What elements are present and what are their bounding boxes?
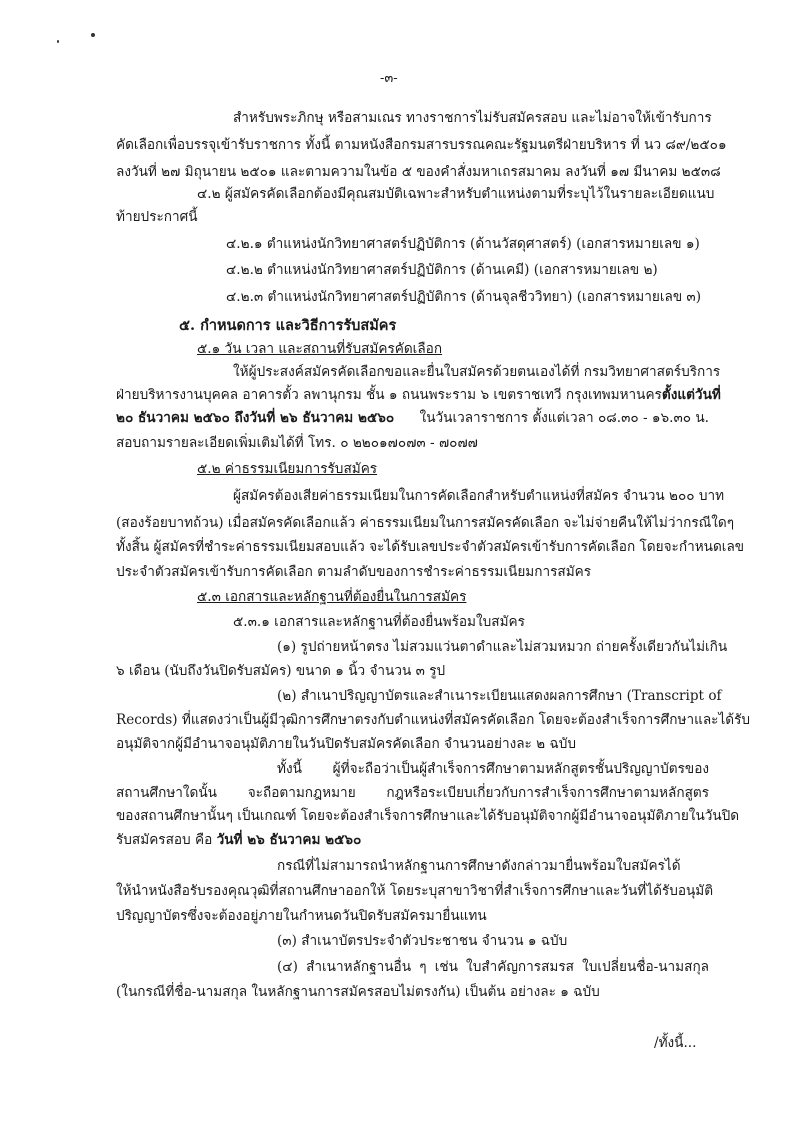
continuation-marker: /ทั้งนี้...: [654, 1035, 697, 1051]
paragraph-line: (สองร้อยบาทถ้วน) เมื่อสมัครคัดเลือกแล้ว ค่าธรรมเนียมในการสมัครคัดเลือก จะไม่จ่ายคืนให้ไม่ว่ากรณีใดๆ: [116, 515, 734, 531]
list-item: ๔.๒.๓ ตำแหน่งนักวิทยาศาสตร์ปฏิบัติการ (ด้านจุลชีววิทยา) (เอกสารหมายเลข ๓): [226, 289, 702, 305]
paragraph-line: สถานศึกษาใดนั้น จะถือตามกฎหมาย กฎหรือระเบียบเกี่ยวกับการสำเร็จการศึกษาตามหลักสูตร: [116, 785, 709, 801]
deadline-label: รับสมัครสอบ คือ: [116, 832, 213, 848]
paragraph-line: (๔) สำเนาหลักฐานอื่น ๆ เช่น ใบสำคัญการสมรส ใบเปลี่ยนชื่อ-นามสกุล: [277, 959, 709, 975]
paragraph-line: Records) ที่แสดงว่าเป็นผู้มีวุฒิการศึกษาตรงกับตำแหน่งที่สมัครคัดเลือก โดยจะต้องสำเร็จการศึกษาและได้รับ: [116, 712, 751, 728]
paragraph-line: สอบถามรายละเอียดเพิ่มเติมได้ที่ โทร. ๐ ๒๒๐๑๗๐๗๓ - ๗๐๗๗: [116, 435, 478, 451]
paragraph-line: ลงวันที่ ๒๗ มิถุนายน ๒๕๐๑ และตามความในข้อ ๕ ของคำสั่งมหาเถรสมาคม ลงวันที่ ๑๗ มีนาคม ๒๕๓๘: [116, 164, 721, 180]
paragraph-line: [116, 408, 709, 428]
subsection-heading: ๕.๓.๑ เอกสารและหลักฐานที่ต้องยื่นพร้อมใบสมัคร: [233, 614, 525, 630]
date-start-label: ตั้งแต่วันที่: [661, 387, 721, 403]
paragraph-line: ๔.๒ ผู้สมัครคัดเลือกต้องมีคุณสมบัติเฉพาะสำหรับตำแหน่งตามที่ระบุไว้ในรายละเอียดแนบ: [197, 186, 715, 202]
date-range: ๒๐ ธันวาคม ๒๕๖๐ ถึงวันที่ ๒๖ ธันวาคม ๒๕๖๐: [116, 410, 395, 426]
paragraph-line: ทั้งสิ้น ผู้สมัครที่ชำระค่าธรรมเนียมสอบแล้ว จะได้รับเลขประจำตัวสมัครเข้ารับการคัดเลือก โดยจะกำหนดเลข: [116, 539, 745, 555]
paragraph-line: ผู้สมัครต้องเสียค่าธรรมเนียมในการคัดเลือกสำหรับตำแหน่งที่สมัคร จำนวน ๒๐๐ บาท: [233, 488, 725, 504]
subsection-heading: ๕.๓ เอกสารและหลักฐานที่ต้องยื่นในการสมัคร: [197, 589, 467, 605]
paragraph-line: (๑) รูปถ่ายหน้าตรง ไม่สวมแว่นตาดำและไม่สวมหมวก ถ่ายครั้งเดียวกันไม่เกิน: [277, 639, 728, 655]
subsection-heading: ๕.๑ วัน เวลา และสถานที่รับสมัครคัดเลือก: [197, 341, 443, 357]
paragraph-line: กรณีที่ไม่สามารถนำหลักฐานการศึกษาดังกล่าวมายื่นพร้อมใบสมัครได้: [277, 858, 681, 874]
paragraph-line: ท้ายประกาศนี้: [116, 209, 198, 225]
list-item: ๔.๒.๑ ตำแหน่งนักวิทยาศาสตร์ปฏิบัติการ (ด้านวัสดุศาสตร์) (เอกสารหมายเลข ๑): [226, 236, 700, 252]
list-item: ๔.๒.๒ ตำแหน่งนักวิทยาศาสตร์ปฏิบัติการ (ด้านเคมี) (เอกสารหมายเลข ๒): [226, 262, 658, 278]
deadline-date: วันที่ ๒๖ ธันวาคม ๒๕๖๐: [216, 832, 362, 848]
office-hours: ในวันเวลาราชการ ตั้งแต่เวลา ๐๘.๓๐ - ๑๖.๓๐ น.: [419, 410, 709, 426]
address-text: ฝ่ายบริหารงานบุคคล อาคารตั้ว ลพานุกรม ชั้น ๑ ถนนพระราม ๖ เขตราชเทวี กรุงเทพมหานคร: [116, 387, 662, 403]
paragraph-line: อนุมัติจากผู้มีอำนาจอนุมัติภายในวันปิดรับสมัครคัดเลือก จำนวนอย่างละ ๒ ฉบับ: [116, 736, 576, 752]
scan-speck: [91, 33, 95, 37]
paragraph-line: ประจำตัวสมัครเข้ารับการคัดเลือก ตามลำดับของการชำระค่าธรรมเนียมการสมัคร: [116, 564, 592, 580]
paragraph-line: ปริญญาบัตรซึ่งจะต้องอยู่ภายในกำหนดวันปิดรับสมัครมายื่นแทน: [116, 908, 487, 924]
paragraph-line: ทั้งนี้ ผู้ที่จะถือว่าเป็นผู้สำเร็จการศึกษาตามหลักสูตรชั้นปริญญาบัตรของ: [277, 761, 709, 777]
paragraph-line: (ในกรณีที่ชื่อ-นามสกุล ในหลักฐานการสมัครสอบไม่ตรงกัน) เป็นต้น อย่างละ ๑ ฉบับ: [116, 984, 600, 1000]
scan-speck: [57, 40, 59, 43]
paragraph-line: [116, 830, 361, 850]
paragraph-line: สำหรับพระภิกษุ หรือสามเณร ทางราชการไม่รับสมัครสอบ และไม่อาจให้เข้ารับการ: [233, 110, 712, 126]
subsection-heading: ๕.๒ ค่าธรรมเนียมการรับสมัคร: [197, 461, 378, 477]
paragraph-line: ๖ เดือน (นับถึงวันปิดรับสมัคร) ขนาด ๑ นิ้ว จำนวน ๓ รูป: [116, 663, 446, 679]
page-number: -๓-: [380, 71, 398, 86]
section-heading: ๕. กำหนดการ และวิธีการรับสมัคร: [179, 317, 397, 334]
paragraph-line: ให้ผู้ประสงค์สมัครคัดเลือกขอและยื่นใบสมัครด้วยตนเองได้ที่ กรมวิทยาศาสตร์บริการ: [233, 364, 721, 380]
list-item: (๓) สำเนาบัตรประจำตัวประชาชน จำนวน ๑ ฉบับ: [277, 933, 568, 949]
paragraph-line: ของสถานศึกษานั้นๆ เป็นเกณฑ์ โดยจะต้องสำเร็จการศึกษาและได้รับอนุมัติจากผู้มีอำนาจอนุมัติภายในวันปิด: [116, 808, 740, 824]
paragraph-line: ให้นำหนังสือรับรองคุณวุฒิที่สถานศึกษาออกให้ โดยระบุสาขาวิชาที่สำเร็จการศึกษาและวันที่ได้รับอนุมัติ: [116, 883, 714, 899]
paragraph-line: คัดเลือกเพื่อบรรจุเข้ารับราชการ ทั้งนี้ ตามหนังสือกรมสารบรรณคณะรัฐมนตรีฝ่ายบริหาร ที่ นว ๘๙/๒๕๐๑: [116, 137, 727, 153]
paragraph-line: (๒) สำเนาปริญญาบัตรและสำเนาระเบียนแสดงผลการศึกษา (Transcript of: [277, 688, 722, 704]
paragraph-line: [116, 385, 721, 405]
